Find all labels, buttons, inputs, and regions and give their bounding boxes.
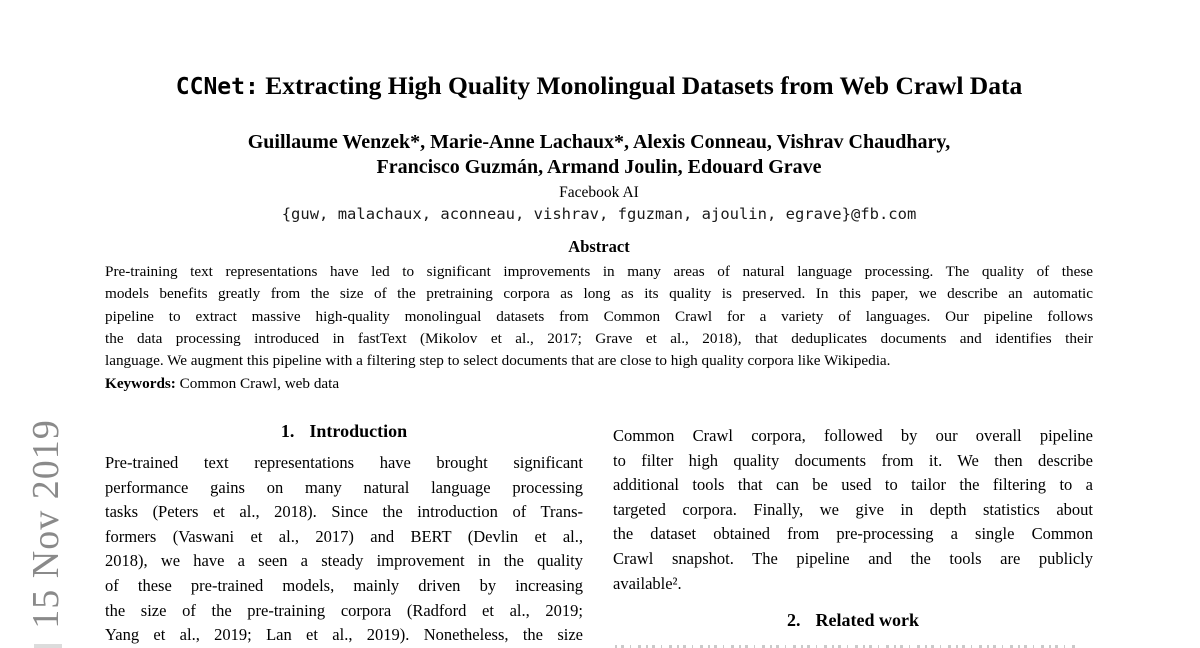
introduction-paragraph — [105, 451, 583, 648]
text-line: the size of the pre-training corpora (Radford et al., 2019; — [105, 600, 583, 620]
arxiv-date-watermark: 15 Nov 2019 — [25, 419, 67, 629]
abstract-body — [105, 261, 1093, 372]
text-line: tasks (Peters et al., 2018). Since the introduction of Trans- — [105, 502, 583, 522]
text-line: Yang et al., 2019; Lan et al., 2019). Nonetheless, the size — [105, 625, 583, 645]
text-line: Pre-training text representations have led to significant improvements in many areas of natural language processing. The quality of these — [105, 263, 1093, 280]
section-2-title: Related work — [815, 610, 919, 631]
keywords-line — [105, 373, 1093, 395]
abstract-heading: Abstract — [568, 237, 630, 256]
text-line: the dataset obtained from pre-processing a single Common — [613, 524, 1093, 544]
text-line: the data processing introduced in fastText (Mikolov et al., 2017; Grave et al., 2018), that deduplicates documents and identifies their — [105, 329, 1093, 347]
email-line: {guw, malachaux, aconneau, vishrav, fguzman, ajoulin, egrave}@fb.com — [281, 205, 917, 223]
right-column — [613, 424, 1093, 648]
text-line: pipeline to extract massive high-quality monolingual datasets from Common Crawl for a variety of languages. Our pipeline follows — [105, 307, 1093, 325]
text-line: available². — [613, 573, 682, 593]
paper-title-prefix: CCNet: — [175, 74, 259, 100]
authors-line-2: Francisco Guzmán, Armand Joulin, Edouard Grave — [376, 156, 822, 178]
text-line: to filter high quality documents from it. We then describe — [613, 450, 1093, 470]
text-line: 2018), we have a seen a steady improvement in the quality — [105, 551, 583, 571]
text-line: language. We augment this pipeline with a filtering step to select documents that are close to high quality corpora like Wikipedia. — [105, 352, 891, 370]
text-line: Common Crawl corpora, followed by our overall pipeline — [613, 426, 1093, 445]
section-2-heading — [613, 607, 1093, 634]
keywords-label: Keywords: — [105, 374, 176, 392]
keywords-text: Common Crawl, web data — [175, 374, 340, 392]
paper-title — [105, 70, 1093, 103]
text-line: targeted corpora. Finally, we give in depth statistics about — [613, 499, 1093, 519]
section-1-number: 1. — [280, 421, 295, 441]
section-1-heading — [105, 418, 583, 445]
text-line: formers (Vaswani et al., 2017) and BERT (Devlin et al., — [105, 526, 583, 546]
authors-line-1: Guillaume Wenzek*, Marie-Anne Lachaux*, Alexis Conneau, Vishrav Chaudhary, — [247, 131, 951, 153]
section-1-title: Introduction — [309, 421, 408, 441]
text-line: performance gains on many natural language processing — [105, 477, 583, 497]
affiliation: Facebook AI — [559, 184, 639, 201]
section-2-number: 2. — [787, 610, 801, 631]
left-column — [105, 418, 583, 648]
text-line: Pre-trained text representations have brought significant — [105, 453, 583, 472]
paper-title-rest: Extracting High Quality Monolingual Datasets from Web Crawl Data — [258, 71, 1023, 100]
text-line: models benefits greatly from the size of the pretraining corpora as long as its quality is preserved. In this paper, we describe an automatic — [105, 285, 1093, 303]
watermark-cutoff-fragment — [34, 644, 62, 648]
overview-paragraph — [613, 424, 1093, 596]
text-line: additional tools that can be used to tailor the filtering to a — [613, 475, 1093, 495]
text-line: Crawl snapshot. The pipeline and the tools are publicly — [613, 548, 1093, 568]
text-line: of these pre-trained models, mainly driven by increasing — [105, 575, 583, 595]
